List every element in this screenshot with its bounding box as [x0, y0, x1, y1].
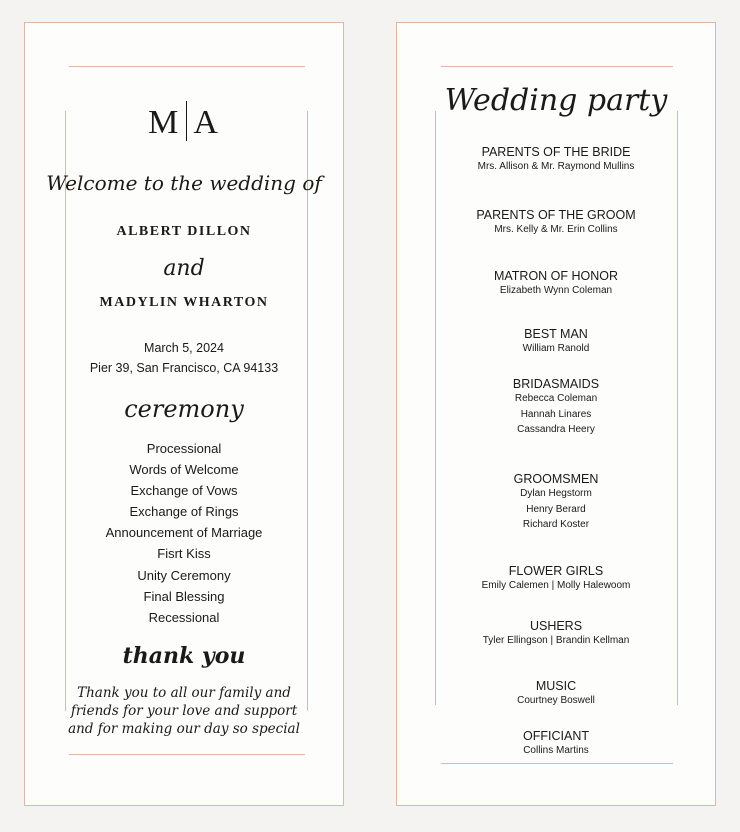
role-title: FLOWER GIRLS [508, 564, 604, 578]
role-title: BEST MAN [524, 327, 588, 341]
party-member: William Ranold [522, 343, 590, 354]
party-group [397, 472, 715, 533]
thank-you-line: and for making our day so special [68, 721, 300, 737]
party-member: Rebecca Coleman [514, 393, 598, 404]
role-title: PARENTS OF THE BRIDE [481, 145, 631, 159]
program-item: Fisrt Kiss [157, 546, 211, 561]
wedding-party-card [396, 22, 716, 806]
party-member: Tyler Ellingson | Brandin Kellman [482, 635, 630, 646]
program-item: Processional [146, 441, 222, 456]
role-title: PARENTS OF THE GROOM [476, 208, 636, 222]
party-member: Hannah Linares [520, 408, 592, 420]
party-group [397, 208, 715, 238]
party-member: Henry Berard [526, 503, 586, 515]
party-group [397, 564, 715, 594]
thank-you-heading: thank you [122, 643, 246, 669]
ceremony-heading: ceremony [124, 395, 244, 423]
program-item: Announcement of Marriage [105, 525, 263, 540]
bottom-divider [441, 763, 673, 764]
and-text: and [163, 256, 205, 281]
role-title: MATRON OF HONOR [493, 269, 619, 283]
party-group [397, 269, 715, 299]
wedding-party-heading: Wedding party [444, 83, 668, 118]
wedding-location: Pier 39, San Francisco, CA 94133 [89, 361, 279, 375]
role-title: USHERS [529, 619, 583, 633]
party-group [397, 679, 715, 709]
monogram [25, 101, 343, 142]
program-item: Recessional [148, 610, 220, 625]
party-member: Mrs. Kelly & Mr. Erin Collins [494, 224, 618, 235]
role-title: MUSIC [535, 679, 577, 693]
party-member: Elizabeth Wynn Coleman [499, 285, 613, 296]
party-group [397, 327, 715, 357]
party-group [397, 145, 715, 175]
party-member: Cassandra Heery [517, 424, 595, 435]
thank-you-line: friends for your love and support [70, 703, 298, 719]
welcome-text: Welcome to the wedding of [46, 171, 322, 195]
program-item: Unity Ceremony [137, 568, 231, 583]
party-member: Collins Martins [523, 745, 589, 756]
role-title: GROOMSMEN [513, 472, 599, 486]
groom-name: ALBERT DILLON [116, 224, 252, 239]
bottom-divider [69, 754, 305, 755]
party-member: Emily Calemen | Molly Halewoom [481, 580, 631, 591]
monogram-right-initial: A [193, 104, 220, 141]
party-member: Mrs. Allison & Mr. Raymond Mullins [477, 161, 635, 172]
program-item: Exchange of Vows [130, 483, 238, 498]
party-member: Richard Koster [522, 519, 590, 530]
thank-you-line: Thank you to all our family and [77, 685, 291, 701]
party-group [397, 377, 715, 438]
program-item: Words of Welcome [129, 462, 239, 477]
wedding-date: March 5, 2024 [144, 341, 224, 355]
monogram-left-initial: M [148, 104, 181, 141]
top-divider [69, 66, 305, 67]
party-group [397, 729, 715, 759]
program-item: Final Blessing [143, 589, 225, 604]
bride-name: MADYLIN WHARTON [99, 295, 269, 310]
program-item: Exchange of Rings [129, 504, 239, 519]
monogram-divider [186, 101, 187, 141]
party-group [397, 619, 715, 649]
role-title: BRIDASMAIDS [512, 377, 600, 391]
role-title: OFFICIANT [523, 729, 589, 743]
party-member: Dylan Hegstorm [520, 488, 592, 499]
party-member: Courtney Boswell [517, 695, 595, 706]
ceremony-program-card [24, 22, 344, 806]
top-divider [441, 66, 673, 67]
